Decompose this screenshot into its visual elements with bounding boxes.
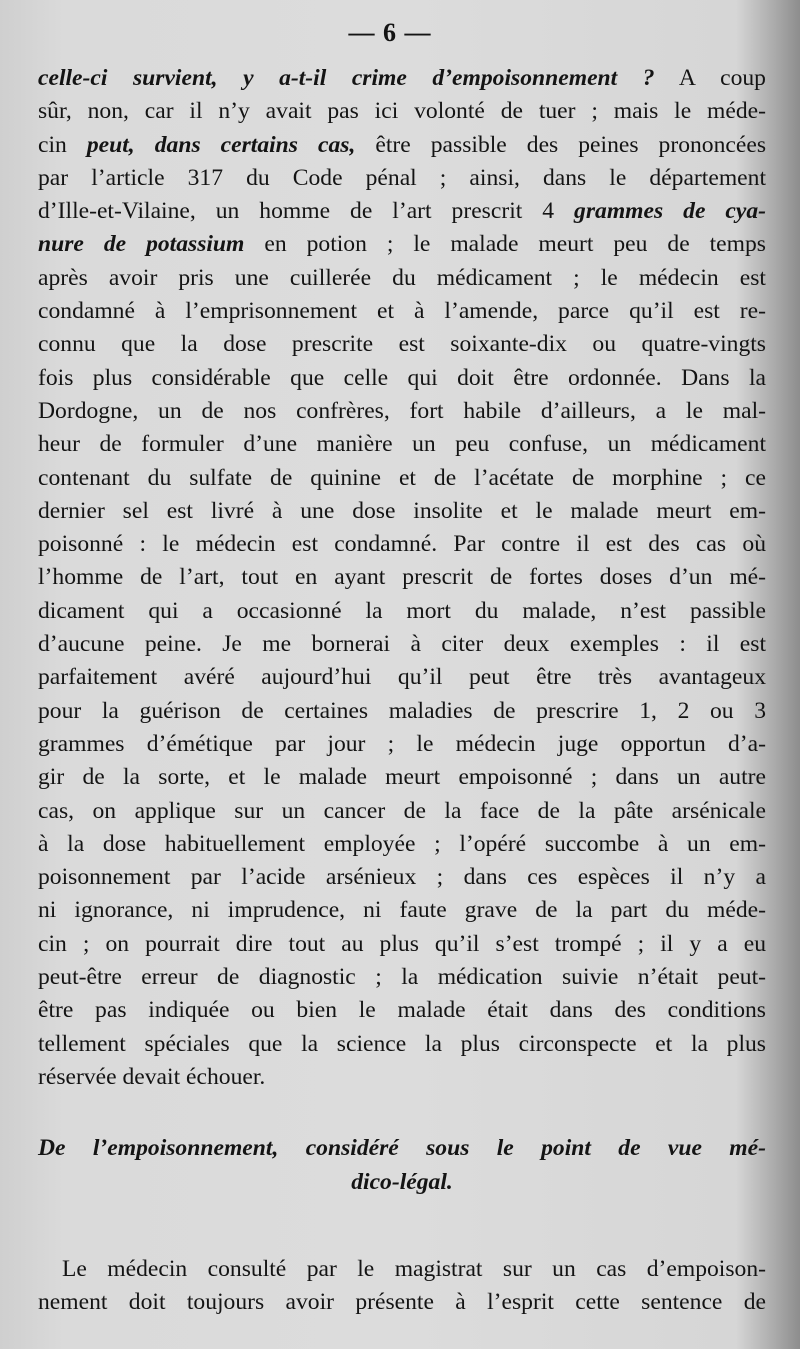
text-line: sûr, non, car il n’y avait pas ici volonté de tuer ; mais le méde- (38, 98, 766, 125)
italic-phrase: celle-ci survient, y a-t-il crime d’empoisonnement ? (38, 65, 655, 91)
text-line: à la dose habituellement employée ; l’opéré succombe à un em- (38, 830, 766, 857)
section-heading (38, 1132, 766, 1199)
italic-phrase: grammes de cya- (574, 198, 766, 225)
text-line: Dordogne, un de nos confrères, fort habile d’ailleurs, a le mal- (38, 397, 766, 424)
text-line: heur de formuler d’une manière un peu confuse, un médicament (38, 431, 766, 458)
text-span: d’Ille-et-Vilaine, un homme de l’art prescrit 4 (38, 198, 575, 225)
page-number: — 6 — (348, 18, 432, 47)
text-span: A coup (654, 65, 766, 91)
heading-line: De l’empoisonnement, considéré sous le point de vue mé- (38, 1135, 766, 1162)
text-line: pour la guérison de certaines maladies de prescrire 1, 2 ou 3 (38, 697, 766, 724)
italic-phrase: peut, dans certains cas, (86, 131, 356, 158)
text-span: en potion ; le malade meurt peu de temps (244, 231, 766, 258)
paragraph-2 (38, 1253, 766, 1320)
text-line: cas, on applique sur un cancer de la face de la pâte arsénicale (38, 797, 766, 824)
text-line: poisonné : le médecin est condamné. Par contre il est des cas où (38, 531, 766, 558)
text-line (38, 228, 766, 261)
heading-line: dico-légal. (351, 1168, 453, 1195)
text-line: l’homme de l’art, tout en ayant prescrit de fortes doses d’un mé- (38, 564, 766, 591)
section-gap (38, 1199, 766, 1253)
text-line: connu que la dose prescrite est soixante-dix ou quatre-vingts (38, 331, 766, 358)
text-span: cin (38, 131, 87, 158)
text-line: peut-être erreur de diagnostic ; la médication suivie n’était peut- (38, 964, 766, 991)
text-line: tellement spéciales que la science la plus circonspecte et la plus (38, 1030, 766, 1057)
text-line: poisonnement par l’acide arsénieux ; dans ces espèces il n’y a (38, 864, 766, 891)
text-line: par l’article 317 du Code pénal ; ainsi, dans le département (38, 164, 766, 191)
text-line (38, 195, 766, 228)
text-line: réservée devait échouer. (38, 1063, 266, 1090)
text-line: condamné à l’emprisonnement et à l’amende, parce qu’il est re- (38, 298, 766, 325)
text-line: contenant du sulfate de quinine et de l’acétate de morphine ; ce (38, 464, 766, 491)
text-line: d’aucune peine. Je me bornerai à citer deux exemples : il est (38, 631, 766, 658)
text-line: gir de la sorte, et le malade meurt empoisonné ; dans un autre (38, 764, 766, 791)
text-line (38, 129, 766, 162)
text-line: dicament qui a occasionné la mort du malade, n’est passible (38, 597, 766, 624)
section-gap (38, 1094, 766, 1132)
text-line: être pas indiquée ou bien le malade était dans des conditions (38, 997, 766, 1024)
italic-phrase: nure de potassium (38, 231, 245, 258)
text-line: cin ; on pourrait dire tout au plus qu’il s’est trompé ; il y a eu (38, 930, 766, 957)
text-line: grammes d’émétique par jour ; le médecin juge opportun d’a- (38, 730, 766, 757)
text-line: après avoir pris une cuillerée du médicament ; le médecin est (38, 264, 766, 291)
text-line: nement doit toujours avoir présente à l’esprit cette sentence de (38, 1289, 766, 1316)
text-line: dernier sel est livré à une dose insolite et le malade meurt em- (38, 497, 766, 524)
paragraph-1 (38, 62, 766, 1094)
text-line: parfaitement avéré aujourd’hui qu’il peut être très avantageux (38, 664, 766, 691)
text-line: ni ignorance, ni imprudence, ni faute grave de la part du méde- (38, 897, 766, 924)
text-line: Le médecin consulté par le magistrat sur un cas d’empoison- (62, 1255, 766, 1282)
page-body (38, 62, 766, 1319)
text-line (38, 62, 766, 95)
text-line: fois plus considérable que celle qui doit être ordonnée. Dans la (38, 364, 766, 391)
text-span: être passible des peines prononcées (355, 131, 766, 158)
